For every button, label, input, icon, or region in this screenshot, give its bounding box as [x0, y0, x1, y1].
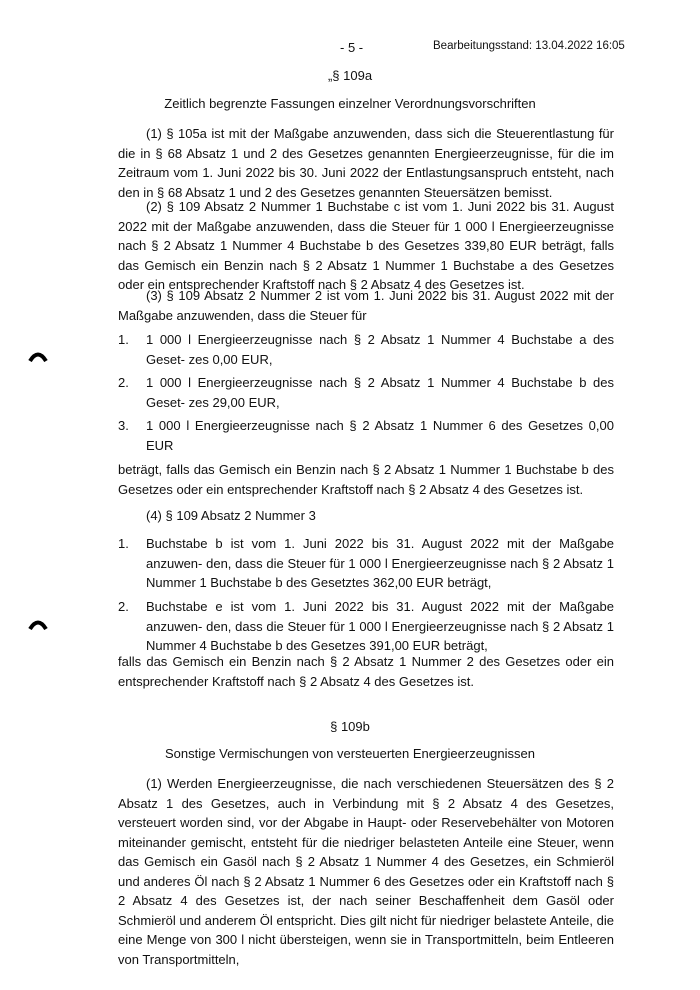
paragraph-109a-3-tail: beträgt, falls das Gemisch ein Benzin nach § 2 Absatz 1 Nummer 1 Buchstabe b des Gesetzes oder ein entsprechender Kraftstoff nach § 2 Absatz 4 des Gesetzes ist. — [118, 462, 614, 497]
paragraph-109a-1: (1) § 105a ist mit der Maßgabe anzuwenden, dass sich die Steuerentlastung für die in § 68 Absatz 1 und 2 des Gesetzes genannten Energieerzeugnisse, für die im Zeitraum vom 1. Juni 2022 bis 30. Juni 2022 der Entlastungsanspruch entsteht, nach den in § 68 Absatz 1 und 2 des Gesetzes genannten Steuersätzen bemisst. — [118, 126, 614, 200]
list-item: 1 000 l Energieerzeugnisse nach § 2 Absatz 1 Nummer 4 Buchstabe b des Geset- zes 29,00 EUR, — [146, 375, 614, 410]
list-item: 1 000 l Energieerzeugnisse nach § 2 Absatz 1 Nummer 4 Buchstabe a des Geset- zes 0,00 EUR, — [146, 332, 614, 367]
paragraph-109a-3: (3) § 109 Absatz 2 Nummer 2 ist vom 1. Juni 2022 bis 31. August 2022 mit der Maßgabe anzuwenden, dass die Steuer für — [118, 288, 614, 323]
list-number: 1. — [118, 536, 129, 551]
section-heading-109b: § 109b — [330, 719, 370, 734]
paragraph-109a-2: (2) § 109 Absatz 2 Nummer 1 Buchstabe c ist vom 1. Juni 2022 bis 31. August 2022 mit der Maßgabe anzuwenden, dass die Steuer für 1 000 l Energieerzeugnisse nach § 2 Absatz 1 Nummer 4 Buchstabe b des Gesetzes 339,80 EUR beträgt, falls das Gemisch ein Benzin nach § 2 Absatz 1 Nummer 1 Buchstabe a des Gesetzes oder ein entsprechender Kraftstoff nach § 2 Absatz 4 des Gesetzes ist. — [118, 199, 614, 292]
list-item: Buchstabe b ist vom 1. Juni 2022 bis 31. August 2022 mit der Maßgabe anzuwen- den, dass die Steuer für 1 000 l Energieerzeugnisse nach § 2 Absatz 1 Nummer 1 Buchstabe b des Gesetztes 362,00 EUR beträgt, — [146, 536, 614, 590]
list-number: 2. — [118, 599, 129, 614]
margin-mark-icon — [28, 350, 48, 362]
list-item: 1 000 l Energieerzeugnisse nach § 2 Absatz 1 Nummer 6 des Gesetzes 0,00 EUR — [146, 418, 614, 453]
list-item: Buchstabe e ist vom 1. Juni 2022 bis 31. August 2022 mit der Maßgabe anzuwen- den, dass die Steuer für 1 000 l Energieerzeugnisse nach § 2 Absatz 1 Nummer 4 Buchstabe b des Gesetzes 391,00 EUR beträgt, — [146, 599, 614, 653]
section-heading-109a: „§ 109a — [327, 68, 373, 83]
paragraph-109a-4: (4) § 109 Absatz 2 Nummer 3 — [146, 508, 316, 523]
list-number: 1. — [118, 332, 129, 347]
list-number: 2. — [118, 375, 129, 390]
section-title-109a: Zeitlich begrenzte Fassungen einzelner Verordnungsvorschriften — [164, 96, 536, 111]
paragraph-109b-1: (1) Werden Energieerzeugnisse, die nach verschiedenen Steuersätzen des § 2 Absatz 1 des Gesetzes, auch in Verbindung mit § 2 Absatz 4 des Gesetzes, versteuert worden sind, vor der Abgabe in Haupt- oder Reservebehälter von Motoren miteinander gemischt, entsteht für die niedriger belasteten Anteile eine Steuer, wenn das Gemisch ein Gasöl nach § 2 Absatz 1 Nummer 4 des Gesetzes, ein Schmieröl und anderes Öl nach § 2 Absatz 1 Nummer 6 des Gesetzes oder ein Kraftstoff nach § 2 Absatz 4 des Gesetzes ist, der nach seiner Beschaffenheit dem Gasöl oder Schmieröl und anderem Öl entspricht. Dies gilt nicht für niedriger belastete Anteile, die eine Menge von 300 l nicht übersteigen, wenn sie in Transportmitteln, beim Entleeren von Transportmitteln, — [118, 776, 614, 967]
section-title-109b: Sonstige Vermischungen von versteuerten Energieerzeugnissen — [164, 746, 535, 761]
paragraph-109a-4-tail: falls das Gemisch ein Benzin nach § 2 Absatz 1 Nummer 2 des Gesetzes oder ein entsprechender Kraftstoff nach § 2 Absatz 4 des Gesetzes ist. — [118, 654, 614, 689]
list-number: 3. — [118, 418, 129, 433]
edit-status: Bearbeitungsstand: 13.04.2022 16:05 — [433, 40, 625, 52]
page-number: - 5 - — [340, 40, 364, 55]
margin-mark-icon — [28, 618, 48, 630]
